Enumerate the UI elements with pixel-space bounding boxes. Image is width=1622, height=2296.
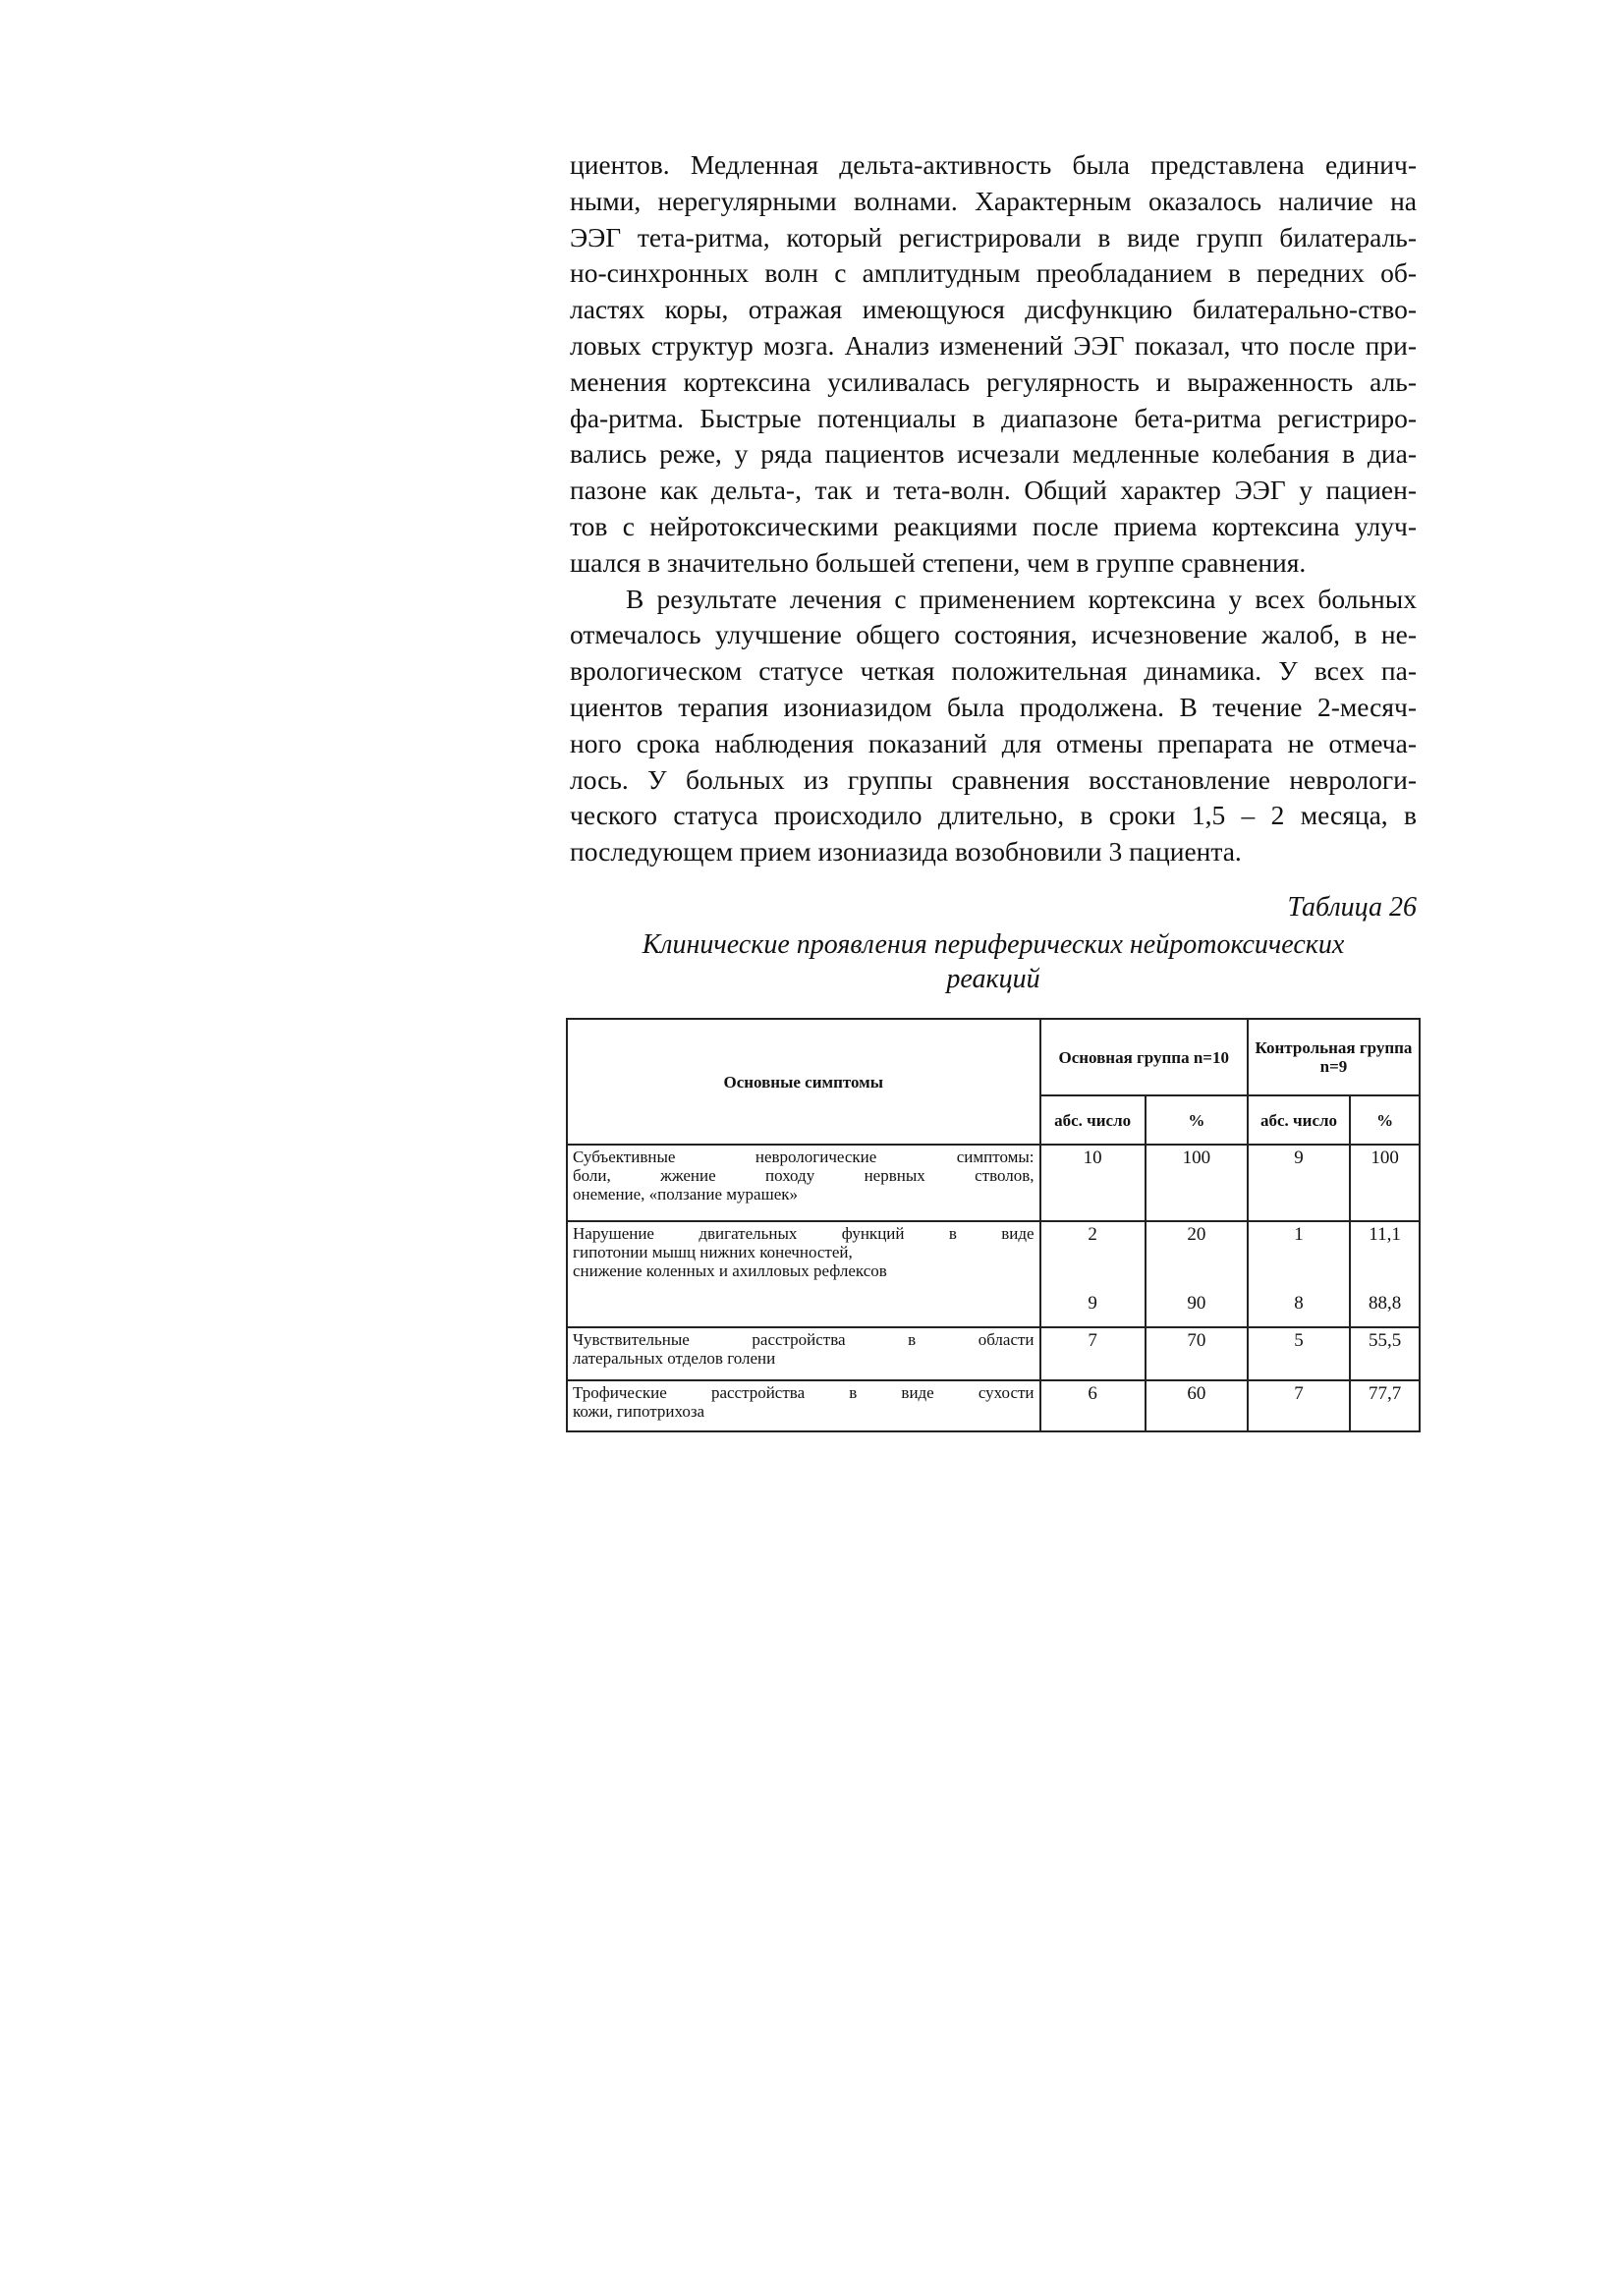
text-line: но-синхронных волн с амплитудным преобладанием в передних об-	[570, 257, 1417, 289]
text-line: ными, нерегулярными волнами. Характерным оказалось наличие на	[570, 185, 1417, 216]
header-symptoms: Основные симптомы	[567, 1019, 1040, 1145]
text-line: отмечалось улучшение общего состояния, исчезновение жалоб, в не-	[570, 619, 1417, 650]
main-pct-cell: 100	[1146, 1145, 1248, 1221]
table-caption: Таблица 26	[1287, 892, 1417, 923]
main-pct-value: 20	[1187, 1224, 1206, 1245]
ctrl-abs-value-2: 8	[1294, 1293, 1304, 1314]
text-line: ческого статуса происходило длительно, в сроки 1,5 – 2 месяца, в	[570, 800, 1417, 831]
text-line: лось. У больных из группы сравнения восстановление неврологи-	[570, 763, 1417, 795]
symptoms-table	[566, 1018, 1421, 1432]
table-row	[567, 1327, 1420, 1380]
symptom-line: Чувствительные расстройства в области	[573, 1330, 1035, 1349]
paragraph-eeg	[570, 147, 1417, 582]
header-control-percent: %	[1350, 1095, 1420, 1145]
symptom-line: боли, жжение походу нервных стволов,	[573, 1166, 1035, 1185]
header-main-percent: %	[1146, 1095, 1248, 1145]
text-line: фа-ритма. Быстрые потенциалы в диапазоне бета-ритма регистриро-	[570, 402, 1417, 433]
text-line: ластях коры, отражая имеющуюся дисфункцию билатерально-ство-	[570, 294, 1417, 325]
ctrl-abs-cell: 9	[1248, 1145, 1350, 1221]
main-abs-value-2: 9	[1088, 1293, 1097, 1314]
symptom-line: латеральных отделов голени	[573, 1349, 776, 1368]
ctrl-abs-cell: 7	[1248, 1380, 1350, 1431]
header-main-abs: абс. число	[1040, 1095, 1146, 1145]
symptom-line: Трофические расстройства в виде сухости	[573, 1383, 1035, 1402]
text-line: циентов. Медленная дельта-активность была представлена единич-	[570, 149, 1417, 180]
header-control-abs: абс. число	[1248, 1095, 1350, 1145]
text-line: последующем прием изониазида возобновили 3 пациента.	[570, 836, 1242, 868]
main-abs-cell: 6	[1040, 1380, 1146, 1431]
text-line: ловых структур мозга. Анализ изменений ЭЭГ показал, что после при-	[570, 329, 1417, 361]
text-line: циентов терапия изониазидом была продолжена. В течение 2-месяч-	[570, 691, 1417, 722]
text-line: ного срока наблюдения показаний для отмены препарата не отмеча-	[570, 727, 1417, 758]
ctrl-pct-value: 11,1	[1369, 1224, 1401, 1245]
main-pct-value-2: 90	[1187, 1293, 1206, 1314]
table-row	[567, 1145, 1420, 1221]
ctrl-abs-cell	[1248, 1221, 1350, 1327]
text-line: тов с нейротоксическими реакциями после приема кортексина улуч-	[570, 510, 1417, 541]
symptom-line: снижение коленных и ахилловых рефлексов	[573, 1261, 887, 1280]
body-text	[570, 147, 1417, 870]
ctrl-pct-cell: 55,5	[1350, 1327, 1420, 1380]
symptom-line: гипотонии мышц нижних конечностей,	[573, 1243, 853, 1261]
text-line: менения кортексина усиливалась регулярность и выраженность аль-	[570, 365, 1417, 397]
main-abs-cell: 10	[1040, 1145, 1146, 1221]
header-group-control: Контрольная группа n=9	[1248, 1019, 1420, 1095]
table-title-line: Клинические проявления периферических нейротоксических	[642, 929, 1345, 960]
ctrl-pct-cell: 100	[1350, 1145, 1420, 1221]
text-line: В результате лечения с применением кортексина у всех больных	[626, 583, 1417, 614]
main-pct-cell	[1146, 1221, 1248, 1327]
symptom-line: онемение, «ползание мурашек»	[573, 1185, 798, 1204]
symptom-line: кожи, гипотрихоза	[573, 1402, 705, 1421]
text-line: ЭЭГ тета-ритма, который регистрировали в виде групп билатераль-	[570, 221, 1417, 252]
text-line: вались реже, у ряда пациентов исчезали медленные колебания в диа-	[570, 438, 1417, 470]
table-row	[567, 1380, 1420, 1431]
table-title	[570, 927, 1417, 996]
header-group-main: Основная группа n=10	[1040, 1019, 1248, 1095]
ctrl-abs-value: 1	[1294, 1224, 1304, 1245]
main-pct-cell: 60	[1146, 1380, 1248, 1431]
main-pct-cell: 70	[1146, 1327, 1248, 1380]
ctrl-abs-cell: 5	[1248, 1327, 1350, 1380]
paragraph-results	[570, 582, 1417, 870]
ctrl-pct-cell	[1350, 1221, 1420, 1327]
table-title-line: реакций	[946, 964, 1040, 994]
text-line: пазоне как дельта-, так и тета-волн. Общий характер ЭЭГ у пациен-	[570, 475, 1417, 506]
table-header-row	[567, 1019, 1420, 1095]
text-line: шался в значительно большей степени, чем в группе сравнения.	[570, 546, 1307, 578]
table-row	[567, 1221, 1420, 1327]
symptom-cell	[567, 1145, 1040, 1221]
symptom-cell	[567, 1327, 1040, 1380]
main-abs-cell: 7	[1040, 1327, 1146, 1380]
text-line: врологическом статусе четкая положительная динамика. У всех па-	[570, 655, 1417, 687]
symptom-line: Нарушение двигательных функций в виде	[573, 1224, 1035, 1243]
main-abs-value: 2	[1088, 1224, 1097, 1245]
main-abs-cell	[1040, 1221, 1146, 1327]
ctrl-pct-cell: 77,7	[1350, 1380, 1420, 1431]
symptom-cell	[567, 1221, 1040, 1327]
ctrl-pct-value-2: 88,8	[1368, 1293, 1402, 1314]
symptom-cell	[567, 1380, 1040, 1431]
symptom-line: Субъективные неврологические симптомы:	[573, 1148, 1035, 1166]
